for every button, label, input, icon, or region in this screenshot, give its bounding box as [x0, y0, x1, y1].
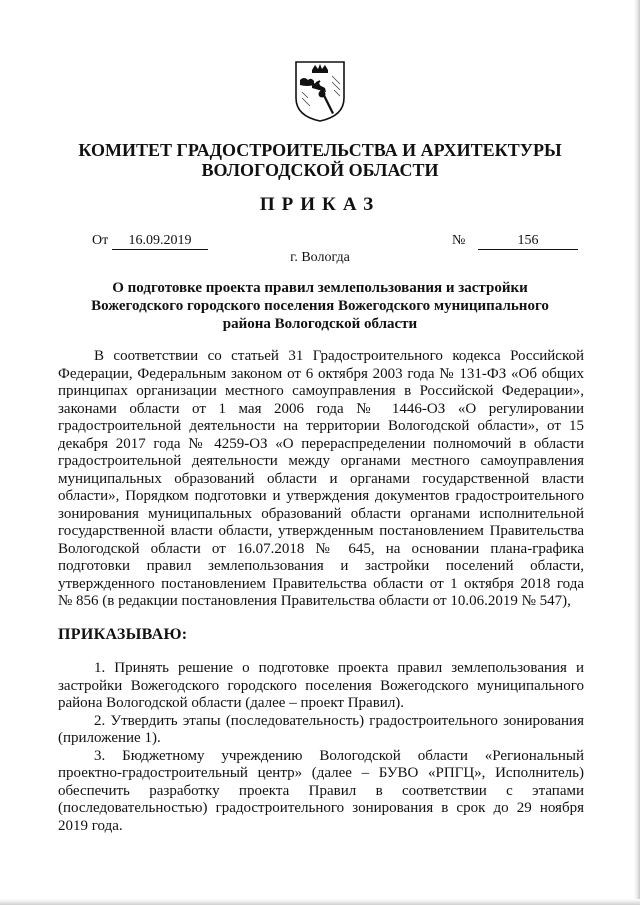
item-line: 3. Бюджетному учреждению Вологодской области «Региональный — [94, 747, 584, 764]
preamble-line: утвержденного постановлением Правительства области от 1 октября 2018 года — [58, 575, 584, 592]
vologda-coat-of-arms-icon — [292, 58, 348, 124]
org-name-line2: ВОЛОГОДСКОЙ ОБЛАСТИ — [201, 160, 439, 180]
preamble-line: государственной власти области, утвержденным постановлением Правительства — [58, 523, 584, 539]
preamble-line: градостроительной деятельности на территории Вологодской области», от 15 — [58, 418, 584, 434]
item-line: застройки Вожегодского городского поселения Вожегодского муниципального — [58, 677, 584, 694]
item-line: района Вологодской области (далее – проект Правил). — [58, 695, 405, 711]
page-edge-shadow — [634, 0, 640, 905]
preamble-line: области», Порядком подготовки и утверждения документов градостроительного — [58, 488, 584, 504]
item-line: проектно-градостроительный центр» (далее – БУВО «РПГЦ», Исполнитель) — [58, 765, 584, 781]
item-line: (последовательностью) градостроительного зонирования в срок до 29 ноября — [58, 800, 584, 816]
document-type-title: ПРИКАЗ — [259, 194, 381, 215]
item-line: (приложение 1). — [58, 730, 161, 746]
preamble-line: декабря 2017 года № 4259-ОЗ «О перераспределении полномочий в области — [58, 435, 584, 452]
preamble-line: градостроительной деятельности между органами местного самоуправления — [58, 453, 584, 469]
subject-line: О подготовке проекта правил землепользования и застройки — [112, 280, 528, 296]
preamble-line: зонирования муниципальных образований области органами исполнительной — [58, 505, 584, 522]
preamble-line: законами области от 1 мая 2006 года № 1446-ОЗ «О регулировании — [58, 400, 584, 417]
item-line: 2019 года. — [58, 817, 123, 834]
decree-items — [58, 660, 584, 835]
preamble-line: принципах организации местного самоуправления в Российской Федерации», — [58, 383, 584, 399]
preamble-paragraph — [58, 348, 584, 611]
item-line: обеспечить разработку проекта Правил в соответствии с этапами — [58, 782, 584, 799]
preamble-line: подготовки правил землепользования и застройки поселений области, — [58, 558, 584, 574]
subject-line: района Вологодской области — [222, 316, 418, 332]
decree-heading: ПРИКАЗЫВАЮ: — [58, 626, 188, 643]
date-value: 16.09.2019 — [112, 233, 208, 250]
number-value: 156 — [478, 233, 578, 250]
date-label: От — [92, 233, 109, 248]
preamble-line: Федерации, Федеральным законом от 6 октября 2003 года № 131-ФЗ «Об общих — [58, 365, 584, 382]
org-name-line1: КОМИТЕТ ГРАДОСТРОИТЕЛЬСТВА И АРХИТЕКТУРЫ — [78, 140, 562, 160]
number-label: № — [452, 233, 466, 248]
preamble-line: Вологодской области от 16.07.2018 № 645, на основании плана-графика — [58, 540, 584, 557]
item-line: 1. Принять решение о подготовке проекта правил землепользования и — [94, 660, 584, 676]
page-edge-shadow — [0, 899, 640, 905]
subject-line: Вожегодского городского поселения Вожегодского муниципального — [91, 298, 549, 314]
preamble-line: муниципальных образований области и органами государственной власти — [58, 470, 584, 487]
preamble-line: № 856 (в редакции постановления Правительства области от 10.06.2019 № 547), — [58, 593, 571, 609]
item-line: 2. Утвердить этапы (последовательность) градостроительного зонирования — [94, 712, 584, 729]
preamble-line: В соответствии со статьей 31 Градостроительного кодекса Российской — [94, 348, 584, 364]
city: г. Вологда — [290, 250, 350, 265]
